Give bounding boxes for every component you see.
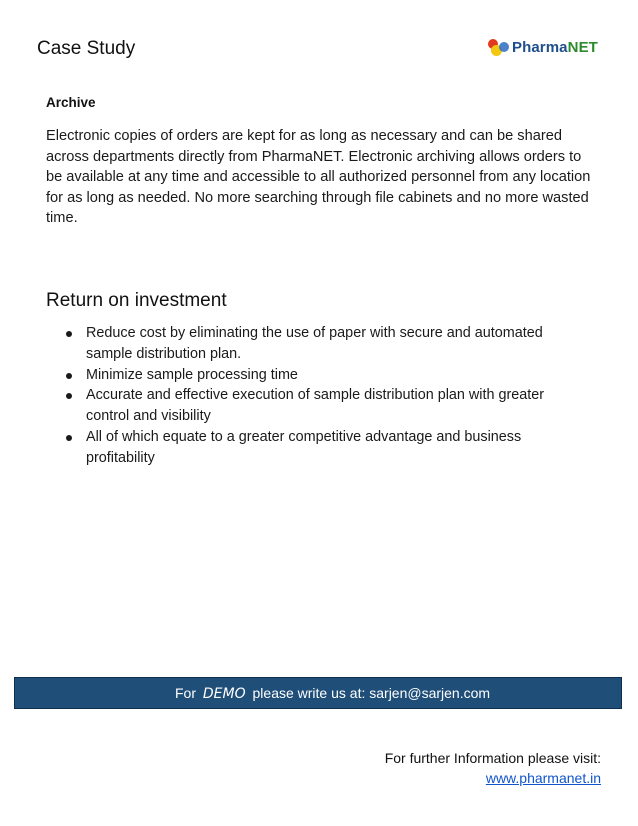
archive-line: be available at any time and accessible to all authorized personnel from any location — [46, 169, 591, 185]
list-item: Minimize sample processing time — [64, 365, 564, 386]
archive-heading: Archive — [46, 95, 96, 110]
archive-line: time. — [46, 210, 78, 226]
list-item: All of which equate to a greater competitive advantage and business profitability — [64, 427, 564, 469]
list-item: Reduce cost by eliminating the use of paper with secure and automated sample distribution plan. — [64, 323, 564, 365]
archive-line: Electronic copies of orders are kept for as long as necessary and can be shared — [46, 128, 562, 144]
bullet-icon — [66, 393, 72, 399]
demo-text: For DEMO please write us at: sarjen@sarjen.com — [175, 685, 491, 702]
roi-heading: Return on investment — [46, 290, 227, 311]
list-item: Accurate and effective execution of sample distribution plan with greater control and visibility — [64, 385, 564, 427]
bullet-icon — [66, 435, 72, 441]
demo-word: DEMO — [202, 686, 246, 702]
pharmanet-logo — [488, 37, 598, 57]
demo-banner — [14, 677, 622, 709]
archive-paragraph — [46, 126, 602, 229]
website-link[interactable]: www.pharmanet.in — [485, 770, 601, 786]
page-title: Case Study — [37, 38, 136, 59]
archive-line: across departments directly from PharmaNET. Electronic archiving allows orders to — [46, 148, 582, 165]
bullet-icon — [66, 373, 72, 379]
logo-text: PharmaNET — [512, 38, 598, 56]
pharmanet-logo-icon — [488, 38, 512, 56]
roi-bullet-list — [64, 323, 564, 469]
archive-line: for as long as needed. No more searching through file cabinets and no more wasted — [46, 189, 589, 206]
footer-info: For further Information please visit: — [384, 750, 601, 766]
bullet-icon — [66, 331, 72, 337]
